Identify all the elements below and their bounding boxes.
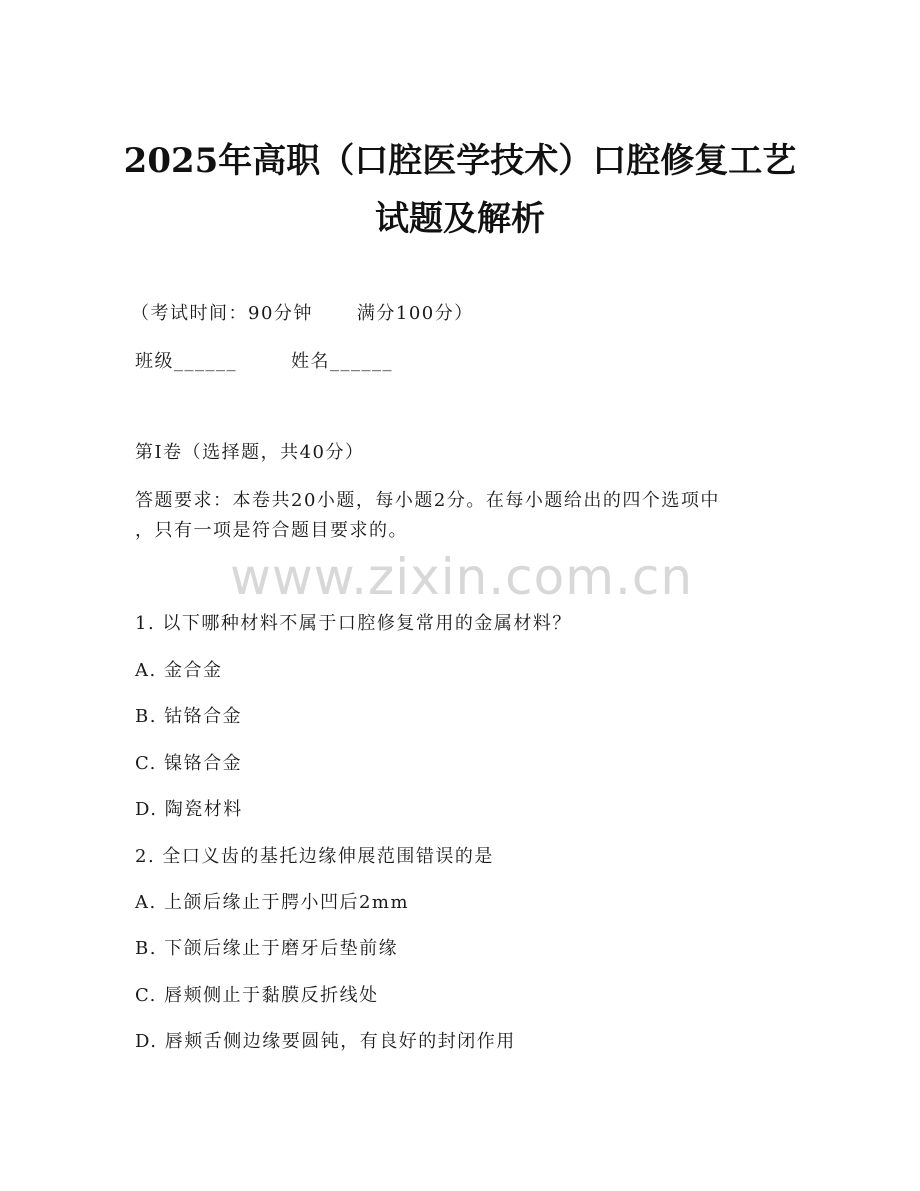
question-1-option-c: C. 镍铬合金 (135, 753, 243, 774)
title-line-2: 试题及解析 (375, 199, 545, 239)
question-1-stem: 1. 以下哪种材料不属于口腔修复常用的金属材料？ (135, 613, 572, 634)
exam-info (131, 302, 474, 326)
exam-time: （考试时间：90分钟 (131, 303, 313, 324)
title-line-1: 2025年高职（口腔医学技术）口腔修复工艺 (123, 141, 797, 181)
question-1-option-d: D. 陶瓷材料 (135, 799, 243, 820)
question-2-stem: 2. 全口义齿的基托边缘伸展范围错误的是 (135, 846, 494, 867)
question-2-option-b: B. 下颌后缘止于磨牙后垫前缘 (135, 938, 399, 959)
question-1-option-a: A. 金合金 (135, 660, 223, 681)
question-2-option-d: D. 唇颊舌侧边缘要圆钝，有良好的封闭作用 (135, 1031, 516, 1052)
instructions-line-1: 答题要求：本卷共20小题，每小题2分。在每小题给出的四个选项中 (135, 490, 720, 511)
name-field: 姓名______ (291, 351, 393, 372)
watermark: www.zixin.com.cn (230, 548, 694, 606)
student-fields (135, 350, 393, 374)
section-heading: 第I卷（选择题，共40分） (135, 442, 365, 463)
exam-score: 满分100分） (356, 303, 474, 324)
question-2-option-a: A. 上颌后缘止于腭小凹后2mm (135, 892, 410, 913)
class-field: 班级______ (135, 351, 237, 372)
instructions-line-2: ，只有一项是符合题目要求的。 (135, 520, 408, 541)
document-title (60, 132, 860, 248)
question-2-option-c: C. 唇颊侧止于黏膜反折线处 (135, 985, 379, 1006)
question-1-option-b: B. 钴铬合金 (135, 706, 243, 727)
